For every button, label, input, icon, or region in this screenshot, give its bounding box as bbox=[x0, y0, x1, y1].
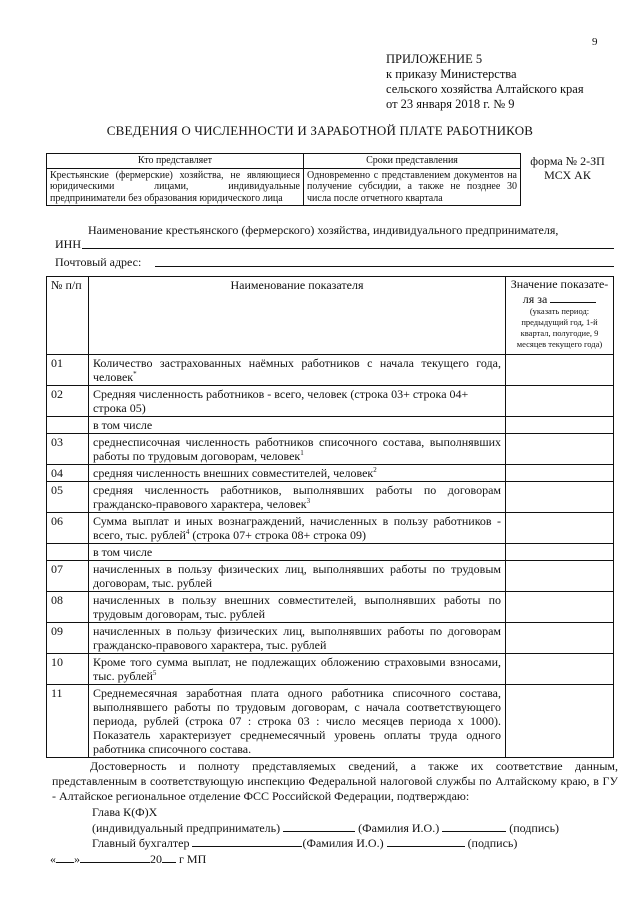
accountant-signature-label: (подпись) bbox=[467, 836, 518, 850]
row-01-num: 01 bbox=[47, 355, 89, 386]
appendix-line-2: к приказу Министерства bbox=[386, 67, 517, 81]
period-blank[interactable] bbox=[550, 291, 596, 303]
row-08-value[interactable] bbox=[506, 592, 614, 623]
row-08-num: 08 bbox=[47, 592, 89, 623]
who-submits-header: Кто представляет bbox=[47, 154, 304, 169]
date-open-quote: « bbox=[50, 852, 56, 866]
row-05-num: 05 bbox=[47, 482, 89, 513]
appendix-block bbox=[386, 52, 584, 112]
row-01-text: Количество застрахованных наёмных работников с начала текущего года, человек* bbox=[89, 355, 506, 386]
row-06-value[interactable] bbox=[506, 513, 614, 544]
row-07-value[interactable] bbox=[506, 561, 614, 592]
appendix-line-1: ПРИЛОЖЕНИЕ 5 bbox=[386, 52, 483, 66]
row-11-value[interactable] bbox=[506, 685, 614, 758]
month-blank[interactable] bbox=[80, 851, 150, 863]
row-04-text: средняя численность внешних совместителей, человек$^2$ bbox=[89, 465, 506, 482]
appendix-line-4: от 23 января 2018 г. № 9 bbox=[386, 97, 515, 111]
inn-field-line[interactable] bbox=[82, 248, 614, 249]
row-02-value[interactable] bbox=[506, 386, 614, 417]
head-signature-blank[interactable] bbox=[442, 820, 506, 832]
page-number: 9 bbox=[592, 36, 598, 48]
row-06-sub-value bbox=[506, 544, 614, 561]
address-label: Почтовый адрес: bbox=[55, 255, 142, 269]
row-03-value[interactable] bbox=[506, 434, 614, 465]
form-info-table bbox=[46, 153, 614, 206]
row-05-value[interactable] bbox=[506, 482, 614, 513]
header-value bbox=[506, 277, 614, 355]
who-submits-text: Крестьянские (фермерские) хозяйства, не являющиеся юридическими лицами, индивидуальные предприниматели без образования юридического лица bbox=[47, 168, 304, 206]
year-suffix: г МП bbox=[179, 852, 207, 866]
inn-row bbox=[55, 237, 81, 252]
deadline-header: Сроки представления bbox=[304, 154, 521, 169]
row-04-num: 04 bbox=[47, 465, 89, 482]
year-prefix: 20 bbox=[150, 852, 162, 866]
row-06-num: 06 bbox=[47, 513, 89, 544]
head-fio-label: (Фамилия И.О.) bbox=[358, 821, 440, 835]
accountant-label: Главный бухгалтер bbox=[92, 836, 190, 850]
row-11-text: Среднемесячная заработная плата одного работника списочного состава, выполнявшего работы по трудовым договорам, с начала соответствующего периода, рублей (строка 07 : строка 03 : число месяцев периода х 1000). Показатель характеризует среднемесячный уровень оплаты труда одного работника списочного состава. bbox=[89, 685, 506, 758]
row-03-text: среднесписочная численность работников списочного состава, выполнявших работы по трудовым договорам, человек$^1$ bbox=[89, 434, 506, 465]
year-blank[interactable] bbox=[162, 851, 176, 863]
row-02-sub-value bbox=[506, 417, 614, 434]
row-01-value[interactable] bbox=[506, 355, 614, 386]
row-10-num: 10 bbox=[47, 654, 89, 685]
row-06-text: Сумма выплат и иных вознаграждений, начисленных в пользу работников - всего, тыс. рублей$^4$ (строка 07+ строка 08+ строка 09) bbox=[89, 513, 506, 544]
accountant-fio-label: (Фамилия И.О.) bbox=[302, 836, 384, 850]
row-06-sub-text: в том числе bbox=[89, 544, 506, 561]
head-fio-blank[interactable] bbox=[283, 820, 355, 832]
head-signature-row bbox=[92, 820, 559, 836]
certification-statement: Достоверность и полноту представляемых сведений, а также их соответствие данным, представленным в соответствующую инспекцию Федеральной налоговой службы по Алтайскому краю, в ГУ - Алтайское региональное отделение ФСС Российской Федерации, подтверждаю: bbox=[52, 759, 618, 803]
row-09-value[interactable] bbox=[506, 623, 614, 654]
appendix-line-3: сельского хозяйства Алтайского края bbox=[386, 82, 584, 96]
row-10-text: Кроме того сумма выплат, не подлежащих обложению страховыми взносами, тыс. рублей$^5$ bbox=[89, 654, 506, 685]
row-09-text: начисленных в пользу физических лиц, выполнявших работы по договорам гражданско-правового характера, тыс. рублей bbox=[89, 623, 506, 654]
row-08-text: начисленных в пользу внешних совместителей, выполнявших работы по трудовым договорам, тыс. рублей bbox=[89, 592, 506, 623]
date-close-quote: » bbox=[74, 852, 80, 866]
form-code-line-2: МСХ АК bbox=[544, 167, 591, 182]
accountant-signature-blank[interactable] bbox=[387, 835, 465, 847]
header-num: № п/п bbox=[47, 277, 89, 355]
inn-label: ИНН bbox=[55, 237, 81, 251]
row-03-num: 03 bbox=[47, 434, 89, 465]
document-title: СВЕДЕНИЯ О ЧИСЛЕННОСТИ И ЗАРАБОТНОЙ ПЛАТЕ РАБОТНИКОВ bbox=[106, 123, 534, 138]
row-07-text: начисленных в пользу физических лиц, выполнявших работы по трудовым договорам, тыс. рублей bbox=[89, 561, 506, 592]
header-name: Наименование показателя bbox=[89, 277, 506, 355]
row-02-sub-num bbox=[47, 417, 89, 434]
accountant-fio-blank[interactable] bbox=[192, 835, 302, 847]
head-label-2: (индивидуальный предприниматель) bbox=[92, 821, 281, 835]
date-row bbox=[50, 851, 206, 867]
row-10-value[interactable] bbox=[506, 654, 614, 685]
header-value-note: (указать период: предыдущий год, 1-й квартал, полугодие, 9 месяцев текущего года) bbox=[516, 306, 603, 349]
day-blank[interactable] bbox=[56, 851, 74, 863]
header-value-line-2: ля за bbox=[522, 292, 548, 306]
org-name-label: Наименование крестьянского (фермерского) хозяйства, индивидуального предпринимателя, bbox=[88, 223, 559, 237]
head-label-1: Глава К(Ф)Х bbox=[92, 805, 158, 819]
row-07-num: 07 bbox=[47, 561, 89, 592]
row-02-num: 02 bbox=[47, 386, 89, 417]
head-signature-label: (подпись) bbox=[509, 821, 560, 835]
header-value-line-1: Значение показате- bbox=[510, 277, 609, 291]
row-02-text: Средняя численность работников - всего, человек (строка 03+ строка 04+ строка 05) bbox=[89, 386, 506, 417]
row-04-value[interactable] bbox=[506, 465, 614, 482]
indicators-table bbox=[46, 276, 614, 758]
row-06-sub-num bbox=[47, 544, 89, 561]
accountant-signature-row bbox=[92, 835, 517, 851]
row-09-num: 09 bbox=[47, 623, 89, 654]
form-code bbox=[521, 154, 615, 206]
row-11-num: 11 bbox=[47, 685, 89, 758]
row-05-text: средняя численность работников, выполнявших работы по договорам гражданско-правового характера, человек$^3$ bbox=[89, 482, 506, 513]
deadline-text: Одновременно с представлением документов на получение субсидии, а также не позднее 30 числа после отчетного квартала bbox=[304, 168, 521, 206]
address-field-line[interactable] bbox=[155, 266, 614, 267]
form-code-line-1: форма № 2-ЗП bbox=[530, 153, 605, 168]
row-02-sub-text: в том числе bbox=[89, 417, 506, 434]
